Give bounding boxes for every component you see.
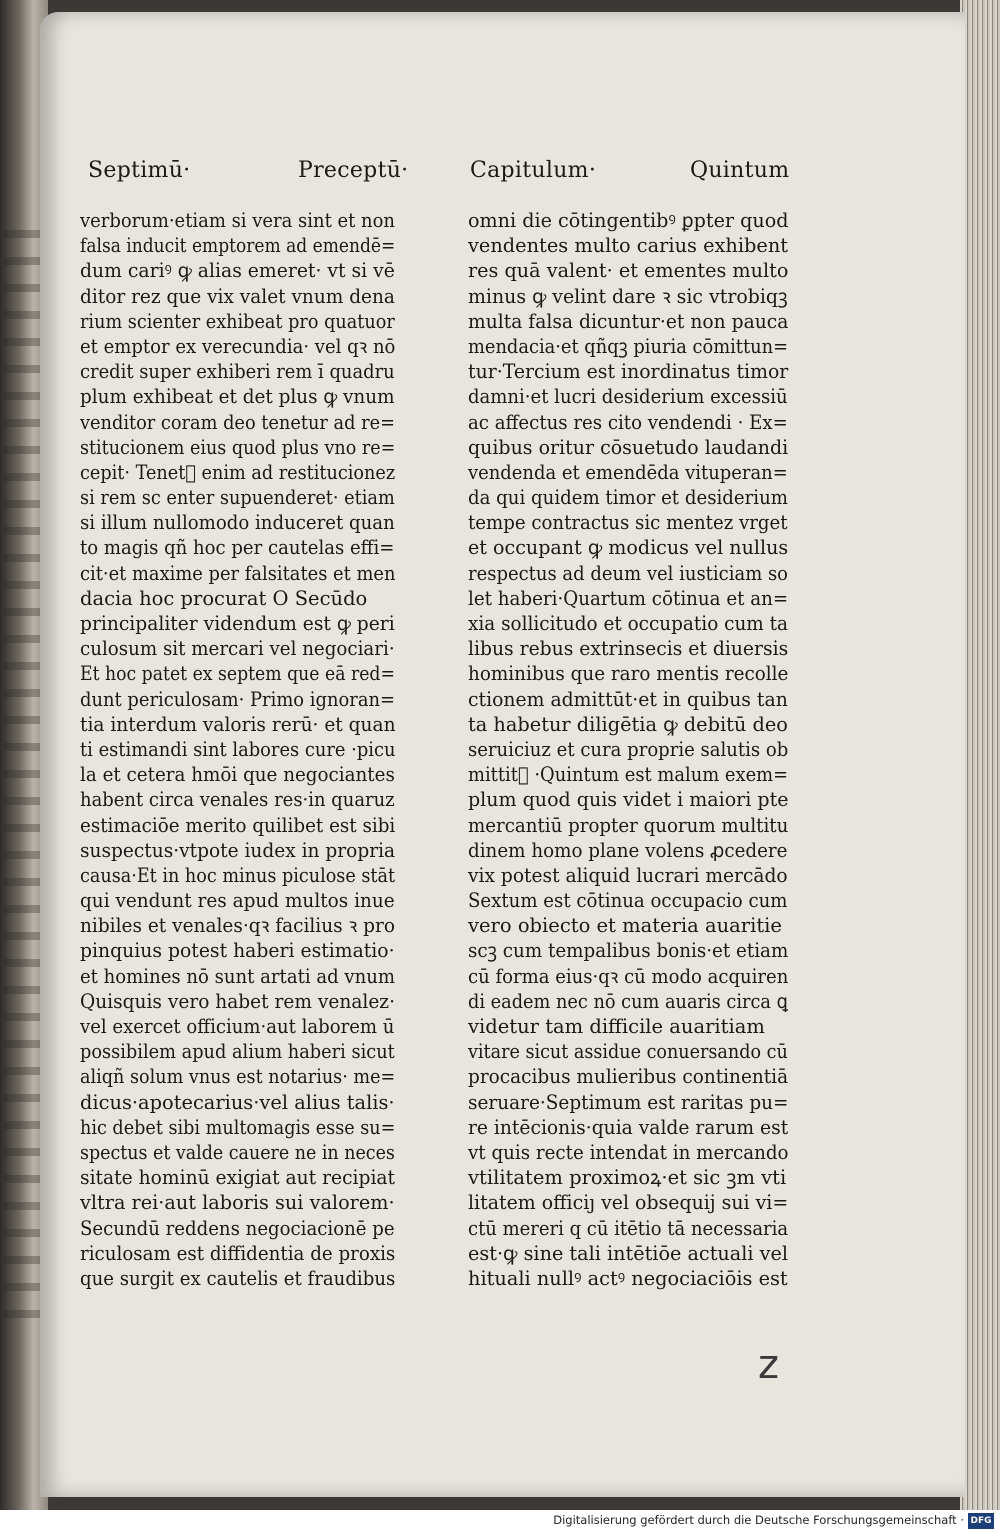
text-line: cit·et maxime per falsitates et men — [80, 561, 396, 585]
text-line: mendacia·et qñqꝫ piuria cōmittun= — [468, 334, 789, 358]
footer-credit: Digitalisierung gefördert durch die Deutsche Forschungsgemeinschaft · — [553, 1513, 964, 1527]
text-line: mittitᷣ ·Quintum est malum exem= — [468, 763, 789, 787]
text-line: aliqñ solum vnus est notarius· me= — [80, 1065, 396, 1089]
page-stack-edge — [960, 0, 1000, 1510]
text-line: ta habetur diligētia ꝙ debitū deo — [468, 712, 788, 736]
text-line: dacia hoc procurat O Secūdo — [80, 586, 368, 610]
text-line: estimaciōe merito quilibet est sibi — [80, 813, 396, 837]
running-head-right-2: Quintum — [690, 158, 790, 183]
text-line: plum exhibeat et det plus ꝙ vnum — [80, 385, 395, 409]
text-line: hominibus que raro mentis recolle — [468, 662, 789, 686]
text-line: da qui quidem timor et desiderium — [468, 486, 788, 510]
dfg-logo: DFG — [968, 1513, 994, 1529]
footer-bar — [0, 1510, 1000, 1533]
running-head-left-1: Septimū· — [88, 158, 191, 183]
text-line: quibus oritur cōsuetudo laudandi — [468, 435, 789, 459]
text-line: qui vendunt res apud multos inue — [80, 889, 395, 913]
text-line: pinquius potest haberi estimatio· — [80, 939, 395, 963]
text-line: vendentes multo carius exhibent — [468, 234, 789, 258]
text-line: cū forma eius·qꝛ cū modo acquiren — [468, 964, 789, 988]
text-line: tur·Tercium est inordinatus timor — [468, 360, 789, 384]
text-line: scꝫ cum tempalibus bonis·et etiam — [468, 939, 789, 963]
text-line: ditor rez que vix valet vnum dena — [80, 284, 395, 308]
text-line: dunt periculosam· Primo ignoran= — [80, 687, 396, 711]
text-line: ti estimandi sint labores cure ·picu — [80, 737, 396, 761]
text-line: vero obiecto et materia auaritie — [468, 914, 782, 938]
text-line: hic debet sibi multomagis esse su= — [80, 1115, 396, 1139]
text-line: litatem officiȷ vel obsequij sui vi= — [468, 1191, 789, 1215]
text-line: xia sollicitudo et occupatio cum ta — [468, 612, 788, 635]
text-line: est·ꝙ sine tali intētiōe actuali vel — [468, 1241, 788, 1265]
text-line: suspectus·vtpote iudex in propria — [80, 838, 396, 862]
text-line: libus rebus extrinsecis et diuersis — [468, 637, 789, 661]
text-line: vt quis recte intendat in mercando — [468, 1140, 789, 1164]
text-line: et occupant ꝙ modicus vel nullus — [468, 536, 789, 560]
text-line: rium scienter exhibeat pro quatuor — [80, 309, 395, 333]
text-line: multa falsa dicuntur·et non pauca — [468, 309, 789, 333]
text-line: hituali nullꝰ actꝰ negociaciōis est — [468, 1266, 788, 1290]
text-line: re intēcionis·quia valde rarum est — [468, 1115, 789, 1139]
text-line: vel exercet officium·aut laborem ū — [80, 1015, 395, 1038]
text-line: riculosam est diffidentia de proxis — [80, 1241, 396, 1265]
text-line: to magis qñ hoc per cautelas effi= — [80, 536, 395, 560]
text-line: res quā valent· et ementes multo — [468, 259, 789, 283]
text-line: mercantiū propter quorum multitu — [468, 813, 789, 837]
text-line: si rem sc enter supuenderet· etiam — [80, 486, 395, 510]
text-line: possibilem apud alium haberi sicut — [80, 1040, 395, 1064]
text-line: venditor coram deo tenetur ad re= — [80, 410, 395, 434]
text-line: vendenda et emendēda vituperan= — [468, 460, 788, 484]
text-line: procacibus mulieribus continentiā — [468, 1065, 789, 1089]
text-line: verborum·etiam si vera sint et non — [80, 209, 395, 232]
text-line: Sextum est cōtinua occupacio cum — [468, 889, 788, 913]
text-line: vtilitatem proximoꝝ·et sic ꝫm vti — [468, 1166, 787, 1190]
text-line: et emptor ex verecundia· vel qꝛ nō — [80, 334, 396, 358]
text-line: dicus·apotecarius·vel alius talis· — [80, 1090, 395, 1114]
text-line: vltra rei·aut laboris sui valorem· — [80, 1191, 395, 1215]
text-line: videtur tam difficile auaritiam — [468, 1015, 765, 1038]
text-line: ctū mereri q cū itētio tā necessaria — [468, 1216, 789, 1240]
running-head-left-2: Preceptū· — [298, 158, 409, 183]
text-line: ac affectus res cito vendendi · Ex= — [468, 410, 788, 434]
text-line: Quisquis vero habet rem venalez· — [80, 989, 395, 1013]
text-line: cepit· Tenetᷣ enim ad restitucionez — [80, 460, 396, 484]
text-line: stitucionem eius quod plus vno re= — [80, 435, 396, 459]
text-line: respectus ad deum vel iusticiam so — [468, 561, 789, 585]
text-line: seruare·Septimum est raritas pu= — [468, 1090, 789, 1114]
facing-page-text-shadow — [4, 230, 44, 1330]
text-line: habent circa venales res·in quaruz — [80, 788, 395, 812]
text-line: que surgit ex cautelis et fraudibus — [80, 1266, 396, 1290]
text-line: causa·Et in hoc minus piculose stāt — [80, 863, 396, 887]
text-line: vitare sicut assidue conuersando cū — [468, 1040, 788, 1064]
text-line: la et cetera hmōi que negociantes — [80, 763, 395, 787]
text-line: si illum nullomodo induceret quan — [80, 511, 395, 535]
text-line: falsa inducit emptorem ad emendē= — [80, 234, 396, 258]
folio-mark: z — [758, 1342, 779, 1388]
text-line: tia interdum valoris rerū· et quan — [80, 712, 396, 736]
text-column-left — [80, 208, 395, 1291]
running-head-right-1: Capitulum· — [470, 158, 597, 183]
text-line: dinem homo plane volens ꝓcedere — [468, 838, 788, 862]
text-line: credit super exhiberi rem ī quadru — [80, 360, 395, 384]
text-line: spectus et valde cauere ne in neces — [80, 1140, 395, 1164]
text-line: plum quod quis videt i maiori pte — [468, 788, 789, 812]
text-line: Et hoc patet ex septem que eā red= — [80, 662, 395, 686]
text-line: principaliter videndum est ꝙ peri — [80, 612, 395, 635]
text-line: omni die cōtingentibꝰ ꝑpter quod — [468, 209, 789, 232]
text-column-right — [468, 208, 788, 1291]
text-line: damni·et lucri desiderium excessiū — [468, 385, 788, 409]
text-line: nibiles et venales·qꝛ facilius ꝛ pro — [80, 914, 396, 938]
text-line: let haberi·Quartum cōtinua et an= — [468, 586, 789, 610]
text-line: di eadem nec nō cum auaris circa ꝗ — [468, 989, 788, 1013]
text-line: vix potest aliquid lucrari mercādo — [468, 863, 788, 887]
text-line: ctionem admittūt·et in quibus tan — [468, 687, 788, 711]
text-line: tempe contractus sic mentez vrget — [468, 511, 788, 535]
text-line: Secundū reddens negociacionē pe — [80, 1216, 395, 1240]
text-line: minus ꝙ velint dare ꝛ sic vtrobiqꝫ — [468, 284, 788, 308]
text-line: culosum sit mercari vel negociari· — [80, 637, 395, 661]
text-line: sitate hominū exigiat aut recipiat — [80, 1166, 396, 1190]
text-line: seruiciuz et cura proprie salutis ob — [468, 737, 789, 761]
text-line: dum cariꝰ ꝙ alias emeret· vt si vē — [80, 259, 395, 283]
text-line: et homines nō sunt artati ad vnum — [80, 964, 396, 988]
